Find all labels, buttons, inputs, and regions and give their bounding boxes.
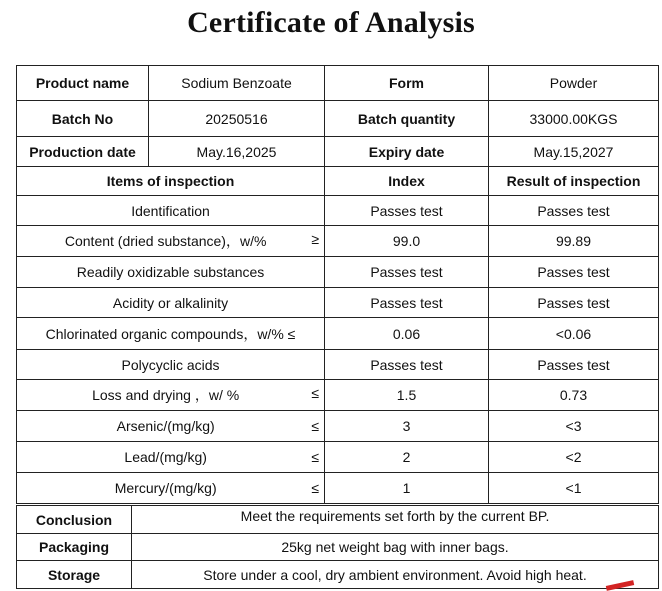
table-row xyxy=(17,288,659,318)
result-value: 0.73 xyxy=(489,380,659,411)
item-text: Mercury/(mg/kg) xyxy=(114,480,217,496)
storage-row xyxy=(17,561,659,589)
production-date-value: May.16,2025 xyxy=(149,137,325,167)
result-value: <1 xyxy=(489,473,659,504)
item-name xyxy=(17,257,325,288)
table-row xyxy=(17,442,659,473)
form-value: Powder xyxy=(489,66,659,101)
product-name-value: Sodium Benzoate xyxy=(149,66,325,101)
col-result-header: Result of inspection xyxy=(489,167,659,196)
batch-quantity-value: 33000.00KGS xyxy=(489,101,659,137)
comparison-sign: ≤ xyxy=(311,385,319,401)
item-name xyxy=(17,288,325,318)
index-value: 1 xyxy=(325,473,489,504)
comparison-sign: ≥ xyxy=(311,231,319,247)
item-name xyxy=(17,350,325,380)
item-text: Identification xyxy=(131,202,210,219)
index-value: Passes test xyxy=(325,288,489,318)
item-name xyxy=(17,380,325,411)
item-text: Chlorinated organic compounds，w/% ≤ xyxy=(45,325,296,342)
index-value: 99.0 xyxy=(325,226,489,257)
index-value: 3 xyxy=(325,411,489,442)
production-date-label: Production date xyxy=(17,137,149,167)
item-name xyxy=(17,473,325,504)
index-value: 1.5 xyxy=(325,380,489,411)
header-row-product xyxy=(17,66,659,101)
item-text: Arsenic/(mg/kg) xyxy=(116,418,215,434)
item-name xyxy=(17,318,325,350)
batch-no-value: 20250516 xyxy=(149,101,325,137)
item-name xyxy=(17,411,325,442)
item-name xyxy=(17,196,325,226)
item-text: Polycyclic acids xyxy=(121,356,220,373)
table-row xyxy=(17,411,659,442)
table-row xyxy=(17,350,659,380)
conclusion-value: Meet the requirements set forth by the current BP. xyxy=(132,506,659,534)
comparison-sign: ≤ xyxy=(311,480,319,496)
index-value: Passes test xyxy=(325,196,489,226)
expiry-date-value: May.15,2027 xyxy=(489,137,659,167)
table-row xyxy=(17,196,659,226)
comparison-sign: ≤ xyxy=(311,449,319,465)
batch-no-label: Batch No xyxy=(17,101,149,137)
item-text: Readily oxidizable substances xyxy=(76,264,265,280)
page-title: Certificate of Analysis xyxy=(187,6,475,39)
result-value: Passes test xyxy=(489,196,659,226)
form-label: Form xyxy=(325,66,489,101)
table-row xyxy=(17,473,659,504)
result-value: Passes test xyxy=(489,350,659,380)
index-value: Passes test xyxy=(325,350,489,380)
summary-table xyxy=(16,505,659,589)
item-name xyxy=(17,442,325,473)
index-value: 2 xyxy=(325,442,489,473)
result-value: Passes test xyxy=(489,288,659,318)
table-row xyxy=(17,318,659,350)
coa-table xyxy=(16,65,659,504)
index-value: Passes test xyxy=(325,257,489,288)
col-items-header: Items of inspection xyxy=(17,167,325,196)
packaging-row xyxy=(17,534,659,561)
result-value: <3 xyxy=(489,411,659,442)
conclusion-row xyxy=(17,506,659,534)
storage-value: Store under a cool, dry ambient environment. Avoid high heat. xyxy=(132,561,659,589)
header-row-batch xyxy=(17,101,659,137)
table-row xyxy=(17,380,659,411)
col-index-header: Index xyxy=(325,167,489,196)
product-name-label: Product name xyxy=(17,66,149,101)
item-text: Acidity or alkalinity xyxy=(112,294,229,311)
item-text: Lead/(mg/kg) xyxy=(124,449,207,465)
packaging-label: Packaging xyxy=(17,534,132,561)
header-row-dates xyxy=(17,137,659,167)
index-value: 0.06 xyxy=(325,318,489,350)
storage-label: Storage xyxy=(17,561,132,589)
batch-quantity-label: Batch quantity xyxy=(325,101,489,137)
packaging-value: 25kg net weight bag with inner bags. xyxy=(132,534,659,561)
result-value: <2 xyxy=(489,442,659,473)
item-text: Content (dried substance)，w/% xyxy=(64,233,267,249)
item-text: Loss and drying ，w/ % xyxy=(92,387,240,403)
result-value: Passes test xyxy=(489,257,659,288)
result-value: <0.06 xyxy=(489,318,659,350)
item-name xyxy=(17,226,325,257)
comparison-sign: ≤ xyxy=(311,418,319,434)
table-row xyxy=(17,257,659,288)
result-value: 99.89 xyxy=(489,226,659,257)
conclusion-label: Conclusion xyxy=(17,506,132,534)
table-row xyxy=(17,226,659,257)
expiry-date-label: Expiry date xyxy=(325,137,489,167)
column-header-row xyxy=(17,167,659,196)
